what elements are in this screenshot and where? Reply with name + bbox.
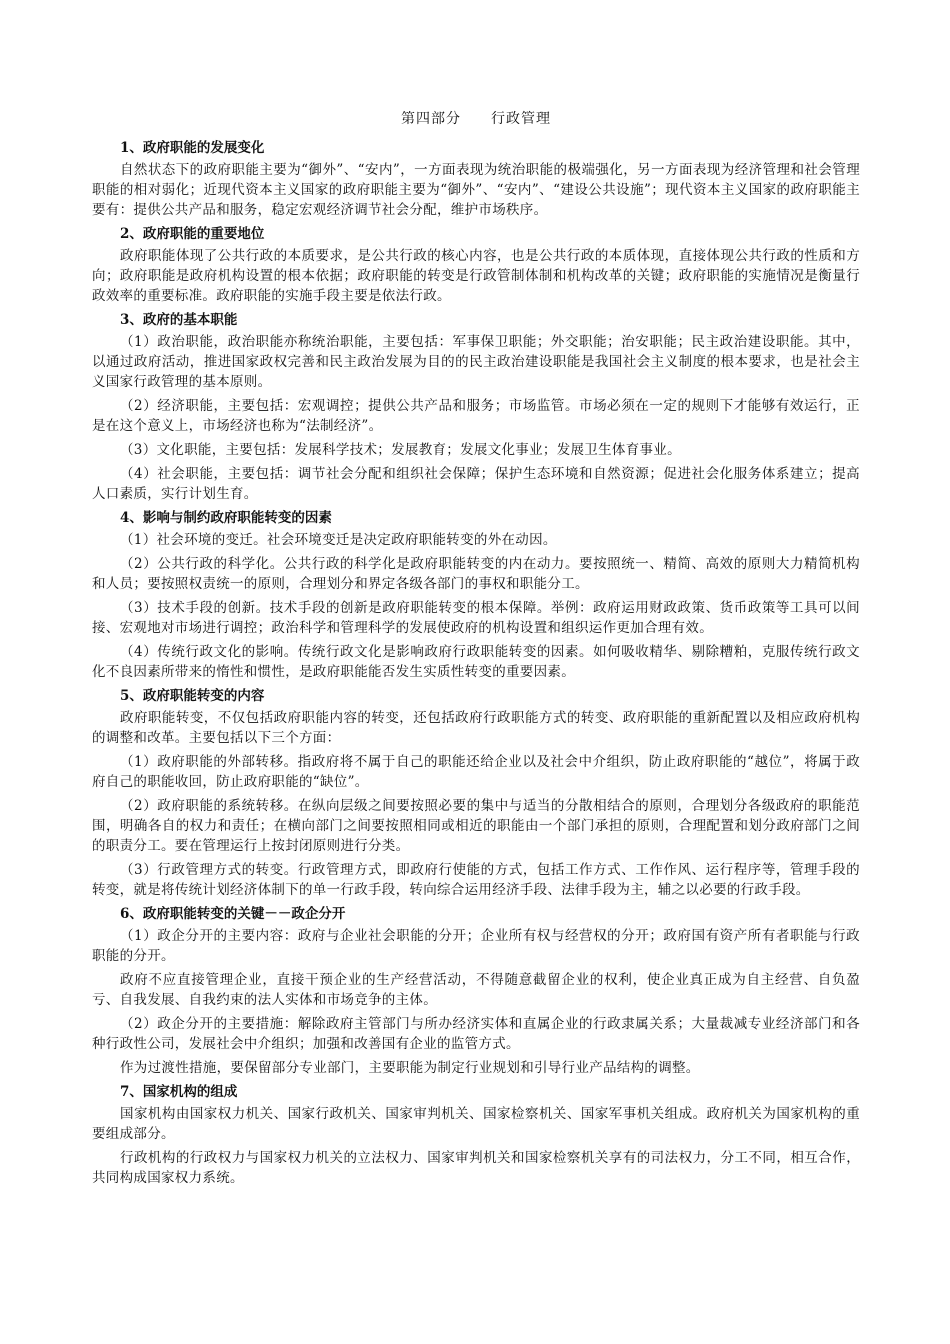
section-heading: 2、政府职能的重要地位 [120, 226, 265, 242]
paragraph: （4）社会职能，主要包括：调节社会分配和组织社会保障；保护生态环境和自然资源；促进社会化服务体系建立；提高人口素质，实行计划生育。 [92, 466, 860, 502]
paragraph: （1）政企分开的主要内容：政府与企业社会职能的分开；企业所有权与经营权的分开；政府国有资产所有者职能与行政职能的分开。 [92, 928, 860, 964]
paragraph: （2）经济职能，主要包括：宏观调控；提供公共产品和服务；市场监管。市场必须在一定的规则下才能够有效运行，正是在这个意义上，市场经济也称为“法制经济”。 [92, 398, 860, 434]
section-3 [92, 310, 860, 504]
document-page [92, 108, 860, 1192]
paragraph: （4）传统行政文化的影响。传统行政文化是影响政府行政职能转变的因素。如何吸收精华、剔除糟粕，克服传统行政文化不良因素所带来的惰性和惯性，是政府职能能否发生实质性转变的重要因素。 [92, 644, 860, 680]
paragraph: （3）行政管理方式的转变。行政管理方式，即政府行使能的方式，包括工作方式、工作作风、运行程序等，管理手段的转变，就是将传统计划经济体制下的单一行政手段，转向综合运用经济手段、法律手段为主，辅之以必要的行政手段。 [92, 862, 860, 898]
section-heading: 3、政府的基本职能 [120, 312, 238, 328]
paragraph: （1）政治职能，政治职能亦称统治职能，主要包括：军事保卫职能；外交职能；治安职能；民主政治建设职能。其中，以通过政府活动，推进国家政权完善和民主政治发展为目的的民主政治建设职能是我国社会主义制度的根本要求，也是社会主义国家行政管理的基本原则。 [92, 334, 860, 390]
paragraph: 政府不应直接管理企业，直接干预企业的生产经营活动，不得随意截留企业的权利，使企业真正成为自主经营、自负盈亏、自我发展、自我约束的法人实体和市场竞争的主体。 [92, 972, 860, 1008]
paragraph: （2）公共行政的科学化。公共行政的科学化是政府职能转变的内在动力。要按照统一、精简、高效的原则大力精简机构和人员；要按照权责统一的原则，合理划分和界定各级各部门的事权和职能分工。 [92, 556, 860, 592]
section-heading: 7、国家机构的组成 [120, 1084, 238, 1100]
paragraph: （1）社会环境的变迁。社会环境变迁是决定政府职能转变的外在动因。 [120, 532, 557, 548]
section-6 [92, 904, 860, 1078]
paragraph: 国家机构由国家权力机关、国家行政机关、国家审判机关、国家检察机关、国家军事机关组成。政府机关为国家机构的重要组成部分。 [92, 1106, 860, 1142]
section-5 [92, 686, 860, 900]
paragraph: 作为过渡性措施，要保留部分专业部门，主要职能为制定行业规划和引导行业产品结构的调整。 [120, 1060, 700, 1076]
section-4 [92, 508, 860, 682]
section-heading: 4、影响与制约政府职能转变的因素 [120, 510, 332, 526]
section-heading: 5、政府职能转变的内容 [120, 688, 265, 704]
page-title: 第四部分 行政管理 [401, 111, 551, 127]
paragraph: （2）政企分开的主要措施：解除政府主管部门与所办经济实体和直属企业的行政隶属关系；大量裁减专业经济部门和各种行政性公司，发展社会中介组织；加强和改善国有企业的监管方式。 [92, 1016, 860, 1052]
paragraph: （1）政府职能的外部转移。指政府将不属于自己的职能还给企业以及社会中介组织，防止政府职能的“越位”，将属于政府自己的职能收回，防止政府职能的“缺位”。 [92, 754, 860, 790]
paragraph: （2）政府职能的系统转移。在纵向层级之间要按照必要的集中与适当的分散相结合的原则，合理划分各级政府的职能范围，明确各自的权力和责任；在横向部门之间要按照相同或相近的职能由一个部门承担的原则，合理配置和划分政府部门之间的职责分工。要在管理运行上按封闭原则进行分类。 [92, 798, 860, 854]
paragraph: 自然状态下的政府职能主要为“御外”、“安内”，一方面表现为统治职能的极端强化，另一方面表现为经济管理和社会管理职能的相对弱化；近现代资本主义国家的政府职能主要为“御外”、“安内”、“建设公共设施”；现代资本主义国家的政府职能主要有：提供公共产品和服务，稳定宏观经济调节社会分配，维护市场秩序。 [92, 162, 860, 218]
paragraph: （3）技术手段的创新。技术手段的创新是政府职能转变的根本保障。举例：政府运用财政政策、货币政策等工具可以间接、宏观地对市场进行调控；政治科学和管理科学的发展使政府的机构设置和组织运作更加合理有效。 [92, 600, 860, 636]
paragraph: 行政机构的行政权力与国家权力机关的立法权力、国家审判机关和国家检察机关享有的司法权力，分工不同，相互合作，共同构成国家权力系统。 [92, 1150, 860, 1186]
paragraph: 政府职能转变，不仅包括政府职能内容的转变，还包括政府行政职能方式的转变、政府职能的重新配置以及相应政府机构的调整和改革。主要包括以下三个方面： [92, 710, 860, 746]
section-heading: 1、政府职能的发展变化 [120, 140, 265, 156]
paragraph: （3）文化职能，主要包括：发展科学技术；发展教育；发展文化事业；发展卫生体育事业。 [120, 442, 681, 458]
section-7 [92, 1082, 860, 1188]
section-heading: 6、政府职能转变的关键－－政企分开 [120, 906, 346, 922]
section-1 [92, 138, 860, 220]
section-2 [92, 224, 860, 306]
paragraph: 政府职能体现了公共行政的本质要求，是公共行政的核心内容，也是公共行政的本质体现，直接体现公共行政的性质和方向；政府职能是政府机构设置的根本依据；政府职能的转变是行政管制体制和机构改革的关键；政府职能的实施情况是衡量行政效率的重要标准。政府职能的实施手段主要是依法行政。 [92, 248, 860, 304]
